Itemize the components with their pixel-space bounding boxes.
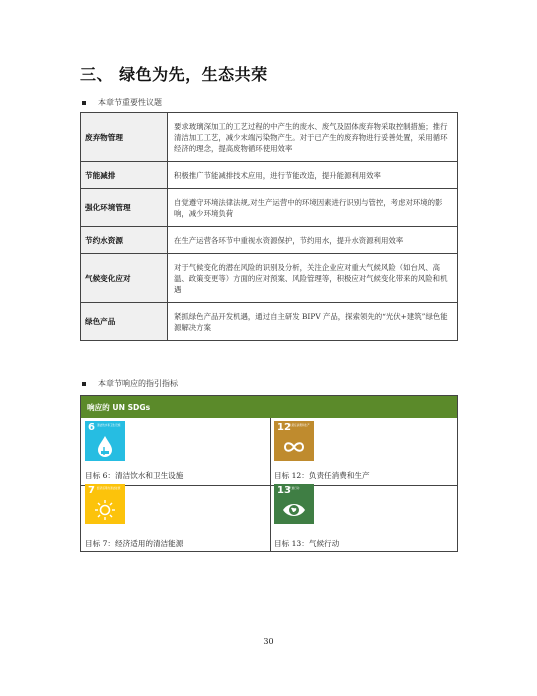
sdg-cell-7 (81, 485, 270, 553)
infinity-icon (283, 437, 305, 457)
sdg-cell-12 (270, 418, 459, 485)
sdg-cell-13 (270, 485, 459, 553)
issue-topic: 气候变化应对 (81, 254, 168, 303)
issue-description: 对于气候变化的潜在风险的识别及分析，关注企业应对重大气候风险（如台风、高温、政策变更等）方面的应对预案、风险管理等，积极应对气候变化带来的风险和机遇 (168, 254, 458, 303)
sdg-intro-line (80, 378, 178, 389)
sdg-number: 6 (88, 422, 95, 433)
issue-description: 自觉遵守环境法律法规,对生产运营中的环境因素进行识别与管控，考虑对环境的影响，减少环境负荷 (168, 189, 458, 227)
table-row (81, 227, 458, 254)
table-row (81, 303, 458, 341)
issue-topic: 节能减排 (81, 162, 168, 189)
sdg-header: 响应的 UN SDGs (81, 396, 457, 418)
sdg-13-badge (274, 484, 314, 524)
issue-topic: 废弃物管理 (81, 113, 168, 162)
table-row (81, 189, 458, 227)
issue-description: 要求玻璃深加工的工艺过程的中产生的废水、废气及固体废弃物采取控制措施；推行清洁加工工艺，减少末端污染物产生。对于已产生的废弃物进行妥善处置，采用循环经济的理念，提高废物循环使用效率 (168, 113, 458, 162)
water-drop-icon (95, 435, 115, 459)
sdg-caption: 经济适用的清洁能源 (97, 487, 121, 490)
sdg-label: 目标 12：负责任消费和生产 (274, 471, 370, 480)
issues-intro-line (80, 97, 162, 108)
issue-description: 积极推广节能减排技术应用，进行节能改造，提升能源利用效率 (168, 162, 458, 189)
sdg-6-badge (85, 421, 125, 461)
sdg-cell-6 (81, 418, 270, 485)
bullet-icon (82, 382, 86, 386)
issue-topic: 绿色产品 (81, 303, 168, 341)
sdg-caption: 清洁饮水和卫生设施 (97, 424, 121, 427)
sdg-number: 7 (88, 485, 95, 496)
table-row (81, 254, 458, 303)
section-title: 三、 绿色为先，生态共荣 (80, 65, 268, 84)
issues-intro: 本章节重要性议题 (98, 98, 162, 107)
sdg-7-badge (85, 484, 125, 524)
sun-icon (94, 499, 116, 521)
eye-globe-icon (282, 501, 306, 519)
sdg-number: 13 (277, 485, 291, 496)
sdg-label: 目标 7：经济适用的清洁能源 (85, 539, 184, 548)
table-row (81, 162, 458, 189)
sdg-caption: 气候行动 (289, 487, 300, 490)
sdg-label: 目标 13：气候行动 (274, 539, 340, 548)
issue-description: 在生产运营各环节中重视水资源保护，节约用水，提升水资源利用效率 (168, 227, 458, 254)
page-number: 30 (263, 637, 274, 646)
issue-topic: 强化环境管理 (81, 189, 168, 227)
sdg-12-badge (274, 421, 314, 461)
sdg-intro: 本章节响应的指引指标 (98, 379, 178, 388)
issue-topic: 节约水资源 (81, 227, 168, 254)
sdg-grid (81, 418, 457, 551)
sdg-label: 目标 6：清洁饮水和卫生设施 (85, 471, 184, 480)
sdg-number: 12 (277, 422, 291, 433)
issue-description: 紧抓绿色产品开发机遇，通过自主研发 BIPV 产品，探索领先的“光伏+建筑”绿色能源解决方案 (168, 303, 458, 341)
sdg-caption: 负责任消费和生产 (289, 424, 310, 427)
bullet-icon (82, 101, 86, 105)
table-row (81, 113, 458, 162)
sdg-table (80, 395, 458, 552)
issues-table (80, 112, 458, 341)
